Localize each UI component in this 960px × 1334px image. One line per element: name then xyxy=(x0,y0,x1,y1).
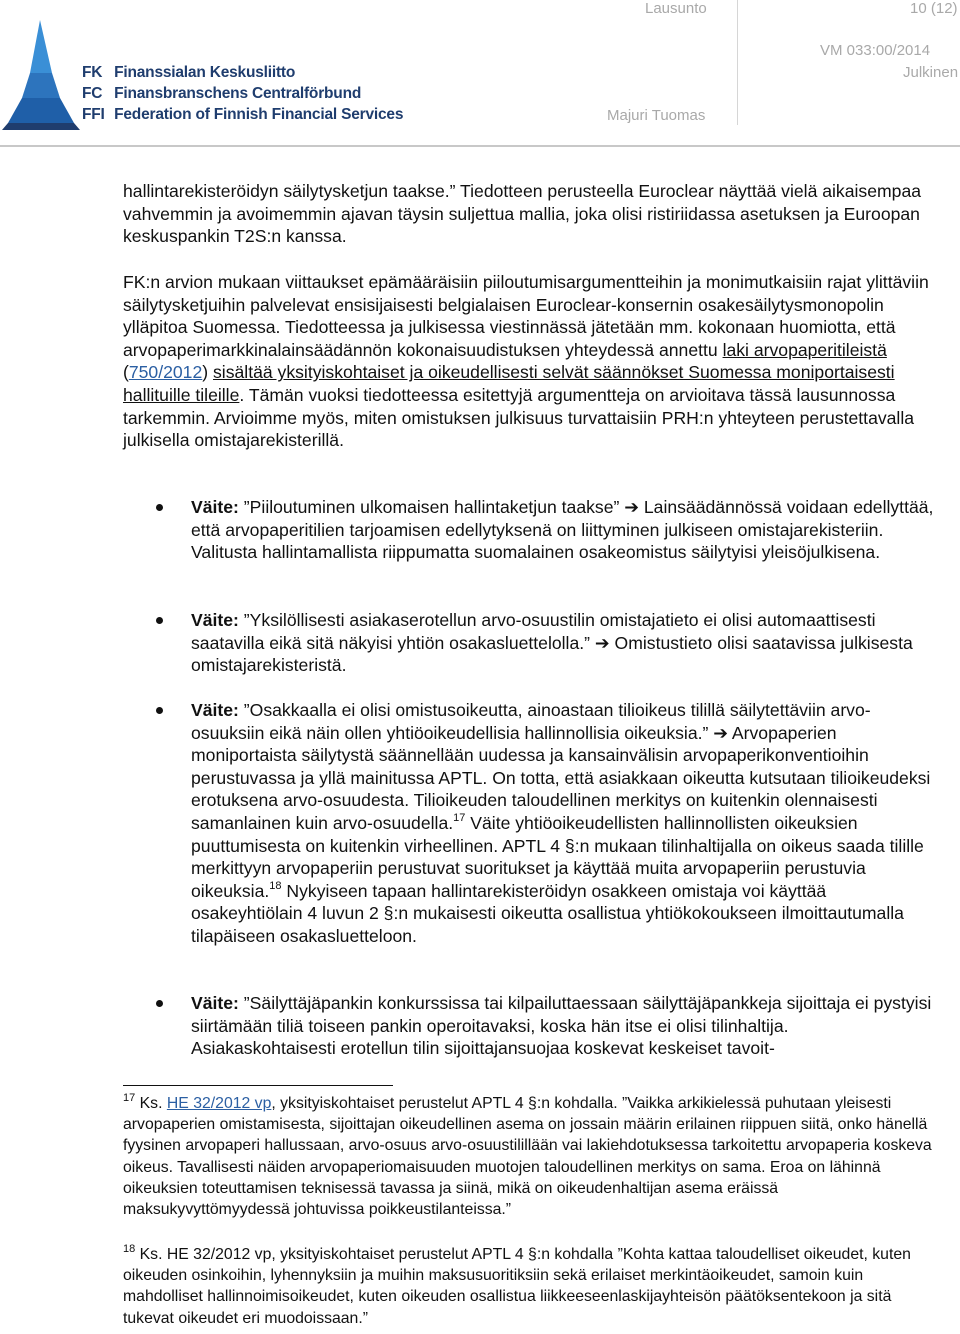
he-link[interactable]: HE 32/2012 vp xyxy=(166,1095,272,1112)
footnote-18: $^{18}$ Ks. HE 32/2012 vp, yksityiskohtaiset perustelut APTL 4 §:n kohdalla ”Kohta kattaa taloudelliset oikeudet, kuten oikeuden osinkoihin, lyhennyksiin ja muihin maksusuoritiksiin sekä erilaiset merkintäoikeudet, samoin kuin mahdolliset hallinnoimisoikeudet, kuten oikeuden osallistua liikkeeseenlaskijayhteisön päätöksentekoon ja sitä tukevat oikeudet eri muodoissaan.” xyxy=(123,1242,911,1327)
logo-line-fk: FK Finanssialan Keskusliitto xyxy=(82,64,296,81)
bullet-icon xyxy=(156,617,163,624)
logo-line-ffi: FFI Federation of Finnish Financial Services xyxy=(82,106,404,123)
footnote-number: 17 xyxy=(123,1091,136,1104)
footnote-ref-18[interactable]: 18 xyxy=(269,879,282,892)
page-header xyxy=(0,0,960,150)
law-link[interactable]: laki arvopaperitileistä xyxy=(722,339,887,360)
publicity-status: Julkinen xyxy=(903,64,959,81)
bullet-icon xyxy=(156,1000,163,1007)
statute-number-link[interactable]: 750/2012 xyxy=(128,362,203,383)
footnote-separator xyxy=(123,1085,393,1086)
page-number: 10 (12) xyxy=(910,0,958,17)
bullet-icon xyxy=(156,707,163,714)
author: Majuri Tuomas xyxy=(607,107,706,124)
footnote-ref-17[interactable]: 17 xyxy=(453,812,466,825)
header-divider xyxy=(737,0,738,125)
bullet-icon xyxy=(156,504,163,511)
footnote-number: 18 xyxy=(123,1242,136,1255)
arrow-icon: ➔ xyxy=(713,722,728,743)
underlined-statement: sisältää yksityiskohtaiset ja oikeudellisesti selvät säännökset Suomessa moniportaisesti hallituille tileille xyxy=(123,362,895,405)
paragraph-2: FK:n arvion mukaan viittaukset epämääräisiin piiloutumisargumentteihin ja monimutkaisiin rajat ylittäviin säilytysketjuihin palvelevat ensisijaisesti belgialaisen Euroclear-konsernin osakesäilytysmonopolin ylläpitoa Suomessa. Tiedotteessa ja julkisessa viestinnässä jätetään mm. kokonaan huomiotta, että arvopaperimarkkinalainsäädännön kokonaisuudistuksen yhteydessä annettu laki arvopaperitileistä (750/2012) sisältää yksityiskohtaiset ja oikeudellisesti selvät säännökset Suomessa moniportaisesti hallituille tileille. Tämän vuoksi tiedotteessa esitettyjä argumentteja on arvioitava tässä lausunnossa tarkemmin. Arvioimme myös, miten omistuksen julkisuus turvattaisiin PRH:n yhteyteen perustettavalla julkisella omistajarekisterillä. xyxy=(123,272,929,451)
arrow-icon: ➔ xyxy=(624,497,639,517)
reference-number: VM 033:00/2014 xyxy=(820,42,931,59)
paragraph-1: hallintarekisteröidyn säilytysketjun taakse.” Tiedotteen perusteella Euroclear näyttää vielä aikaisempaa vahvemmin ja avoimemmin ajavan täysin suljettua mallia, joka olisi ristiriidassa asetuksen ja Euroopan keskuspankin T2S:n kanssa. xyxy=(123,181,922,247)
logo-line-fc: FC Finansbranschens Centralförbund xyxy=(82,85,362,102)
doc-type: Lausunto xyxy=(645,0,707,17)
arrow-icon: ➔ xyxy=(594,632,610,653)
footnote-17: $^{17}$ Ks. HE 32/2012 vp, yksityiskohtaiset perustelut APTL 4 §:n kohdalla. ”Vaikka arkikielessä puhutaan yleisesti arvopaperien omistamisesta, sijoittajan oikeudellinen asema on jossain määrin erilainen riippuen siitä, onko hänellä fyysinen arvopaperi hallussaan, arvo-osuus arvo-osuustilillään vai lakiehdotuksessa tarkoitettu arvopaperia koskeva oikeus. Tavallisesti näiden arvopaperiomaisuuden muotojen taloudellinen merkitys on sama. Eroa on lähinnä oikeuksien toteuttamisen teknisessä tavassa ja siinä, mikä on oikeudenhaltijan asema eräissä maksukyvyttömyydessä johtuvissa poikkeustilanteissa.” xyxy=(123,1091,932,1219)
claim-item-3: Väite: ”Osakkaalla ei olisi omistusoikeutta, ainoastaan tilioikeus tilillä säilytettäviin arvo-osuuksiin eikä näin ollen yhtiöoikeudellisia hallinnollisia oikeuksia.” ➔ Arvopaperien moniportaista säilytystä säännellään uudessa ja kansainvälisin arvopaperikonventioihin perustuvassa ja yllä mainitussa APTL. On totta, että asiakkaan oikeutta kutsutaan tilioikeudeksi erotuksena arvo-osuudesta. Tilioikeuden taloudellinen merkitys on kuitenkin olennaisesti samanlainen kuin arvo-osuudella.$^{17}$ Väite yhtiöoikeudellisten hallinnollisten oikeuksien puuttumisesta on kuitenkin virheellinen. APTL 4 §:n mukaan tilinhaltijalla on oikeus saada tilille merkittyyn arvopaperiin perustuvat suoritukset ja käyttää muita arvopaperiin perustuvia oikeuksia.$^{18}$ Nykyiseen tapaan hallintarekisteröidyn osakkeen omistaja voi käyttää osakeyhtiölain 4 luvun 2 §:n mukaisesti oikeutta osallistua yhtiökokoukseen ilmoittautumalla tilapäiseen osakasluetteloon. xyxy=(123,699,937,948)
claim-item-1: Väite: ”Piiloutuminen ulkomaisen hallintaketjun taakse” ➔ Lainsäädännössä voidaan edellyttää, että arvopaperitilien tarjoamisen edellytyksenä on liittyminen julkiseen omistajarekisteriin. Valitusta hallintamallista riippumatta suomalainen osakeomistus säilytyisi yleisöjulkisena. xyxy=(123,496,937,564)
claim-item-2: Väite: ”Yksilöllisesti asiakaserotellun arvo-osuustilin omistajatieto ei olisi automaattisesti saatavilla eikä sitä näkyisi yhtiön osakasluettelolla.” ➔ Omistustieto olisi saatavissa julkisesta omistajarekisteristä. xyxy=(123,609,937,677)
claim-item-4: Väite: ”Säilyttäjäpankin konkurssissa tai kilpailuttaessaan säilyttäjäpankkeja sijoittaja ei pystyisi siirtämään tiliä toiseen pankin operoitavaksi, koska hän itse ei olisi tilinhaltija. Asiakaskohtaisesti erotellun tilin sijoittajansuojaa koskevat keskeiset tavoit- xyxy=(123,992,937,1060)
header-rule xyxy=(0,145,960,147)
